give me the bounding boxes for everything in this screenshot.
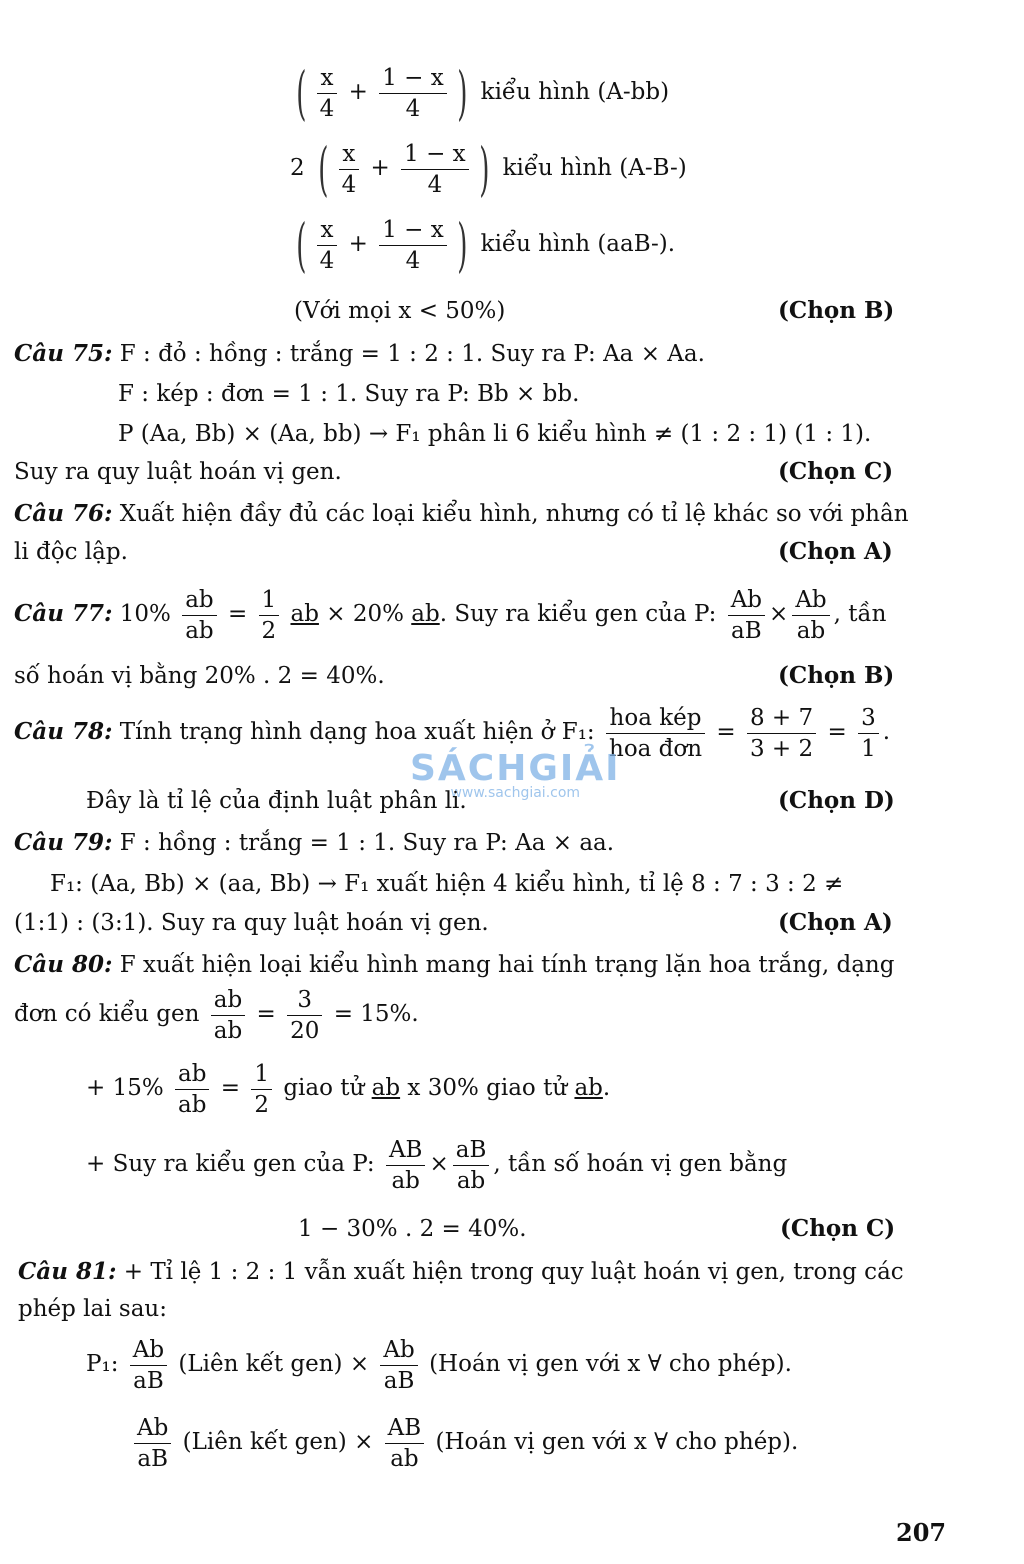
q81-line-1: Câu 81: + Tỉ lệ 1 : 2 : 1 vẫn xuất hiện trong quy luật hoán vị gen, trong các [18, 1258, 904, 1285]
fraction: $\frac{3}{20}$ [287, 987, 322, 1044]
q75-line-1: Câu 75: F : đỏ : hồng : trắng = 1 : 2 : 1. Suy ra P: Aa × Aa. [14, 340, 705, 367]
fraction: $\frac{Ab}{aB}$ [134, 1415, 171, 1472]
fraction: $\frac{ab}{ab}$ [175, 1061, 209, 1118]
fraction: $\frac{ab}{ab}$ [182, 587, 216, 644]
fraction: $\frac{1}{2}$ [259, 587, 280, 644]
question-label: Câu 78: [14, 718, 113, 745]
formula-row-1: ( $\frac{x}{4}$ + $\frac{1 - x}{4}$ ) kiểu hình (A-bb) [296, 59, 670, 127]
question-label: Câu 75: [14, 340, 113, 367]
answer-choice: (Chọn A) [778, 538, 893, 565]
q79-line-3: (1:1) : (3:1). Suy ra quy luật hoán vị gen. [14, 910, 489, 936]
fraction: $\frac{3}{1}$ [858, 705, 879, 762]
page-number: 207 [896, 1518, 947, 1547]
fraction: $\frac{x}{4}$ [339, 141, 360, 198]
fraction: $\frac{1 - x}{4}$ [379, 65, 447, 122]
q80-line-4: + Suy ra kiểu gen của P: $\frac{AB}{ab}$ × $\frac{aB}{ab}$ , tần số hoán vị gen bằng [86, 1136, 788, 1194]
fraction: $\frac{x}{4}$ [317, 217, 338, 274]
q81-line-3: P₁: $\frac{Ab}{aB}$ (Liên kết gen) × $\frac{Ab}{aB}$ (Hoán vị gen với x ∀ cho phép). [86, 1336, 792, 1394]
fraction: $\frac{\text{hoa kép}}{\text{hoa đơn}}$ [606, 705, 705, 762]
question-label: Câu 77: [14, 600, 113, 627]
answer-choice: (Chọn A) [778, 909, 893, 936]
fraction: $\frac{1}{2}$ [251, 1061, 272, 1118]
q80-line-1: Câu 80: F xuất hiện loại kiểu hình mang hai tính trạng lặn hoa trắng, dạng [14, 951, 895, 978]
question-label: Câu 79: [14, 829, 113, 856]
q81-line-2: phép lai sau: [18, 1296, 167, 1322]
q80-line-2: đơn có kiểu gen $\frac{ab}{ab}$ = $\frac{3}{20}$ = 15%. [14, 986, 419, 1044]
answer-choice: (Chọn C) [778, 458, 894, 485]
q77-line-1: Câu 77: 10% $\frac{ab}{ab}$ = $\frac{1}{2}$ ab × 20% ab. Suy ra kiểu gen của P: $\frac{Ab}{aB}$ × $\frac{Ab}{ab}$ , tần [14, 586, 887, 644]
answer-choice: (Chọn B) [778, 662, 895, 689]
condition-text: (Với mọi x < 50%) [294, 298, 506, 324]
formula-row-2: 2 ( $\frac{x}{4}$ + $\frac{1 - x}{4}$ ) kiểu hình (A-B-) [290, 135, 687, 203]
formula-row-3: ( $\frac{x}{4}$ + $\frac{1 - x}{4}$ ) kiểu hình (aaB-). [296, 211, 676, 279]
q78-line-2: Đây là tỉ lệ của định luật phân li. [86, 788, 467, 814]
q79-line-1: Câu 79: F : hồng : trắng = 1 : 1. Suy ra P: Aa × aa. [14, 829, 615, 856]
fraction: $\frac{aB}{ab}$ [453, 1137, 490, 1194]
watermark-logo: SÁCHGIẢI www.sachgiai.com [410, 748, 621, 801]
answer-choice: (Chọn B) [778, 297, 895, 324]
fraction: $\frac{AB}{ab}$ [386, 1137, 426, 1194]
q76-line-1: Câu 76: Xuất hiện đầy đủ các loại kiểu hình, nhưng có tỉ lệ khác so với phân [14, 500, 909, 527]
q76-line-2: li độc lập. [14, 539, 128, 565]
fraction: $\frac{Ab}{ab}$ [792, 587, 829, 644]
q78-line-1: Câu 78: Tính trạng hình dạng hoa xuất hiện ở F₁: $\frac{\text{hoa kép}}{\text{hoa đơn}}$ = $\frac{8 + 7}{3 + 2}$ = $\frac{3}{1}$ . [14, 704, 891, 762]
fraction: $\frac{Ab}{aB}$ [380, 1337, 417, 1394]
question-label: Câu 80: [14, 951, 113, 978]
answer-choice: (Chọn C) [780, 1215, 896, 1242]
q80-line-3: + 15% $\frac{ab}{ab}$ = $\frac{1}{2}$ giao tử ab x 30% giao tử ab. [86, 1060, 611, 1118]
fraction: $\frac{1 - x}{4}$ [401, 141, 469, 198]
fraction: $\frac{8 + 7}{3 + 2}$ [747, 705, 816, 762]
fraction: $\frac{Ab}{aB}$ [130, 1337, 167, 1394]
q75-line-2: F : kép : đơn = 1 : 1. Suy ra P: Bb × bb. [118, 381, 580, 407]
q77-line-2: số hoán vị bằng 20% . 2 = 40%. [14, 663, 385, 689]
fraction: $\frac{ab}{ab}$ [211, 987, 245, 1044]
q80-line-5: 1 − 30% . 2 = 40%. [298, 1216, 527, 1242]
q75-line-4: Suy ra quy luật hoán vị gen. [14, 459, 342, 485]
answer-choice: (Chọn D) [778, 787, 895, 814]
fraction: $\frac{Ab}{aB}$ [728, 587, 765, 644]
q79-line-2: F₁: (Aa, Bb) × (aa, Bb) → F₁ xuất hiện 4 kiểu hình, tỉ lệ 8 : 7 : 3 : 2 ≠ [50, 871, 844, 897]
q75-line-3: P (Aa, Bb) × (Aa, bb) → F₁ phân li 6 kiểu hình ≠ (1 : 2 : 1) (1 : 1). [118, 421, 872, 447]
fraction: $\frac{x}{4}$ [317, 65, 338, 122]
question-label: Câu 76: [14, 500, 113, 527]
fraction: $\frac{AB}{ab}$ [385, 1415, 425, 1472]
q81-line-4: $\frac{Ab}{aB}$ (Liên kết gen) × $\frac{AB}{ab}$ (Hoán vị gen với x ∀ cho phép). [130, 1412, 798, 1472]
fraction: $\frac{1 - x}{4}$ [379, 217, 447, 274]
question-label: Câu 81: [18, 1258, 117, 1285]
